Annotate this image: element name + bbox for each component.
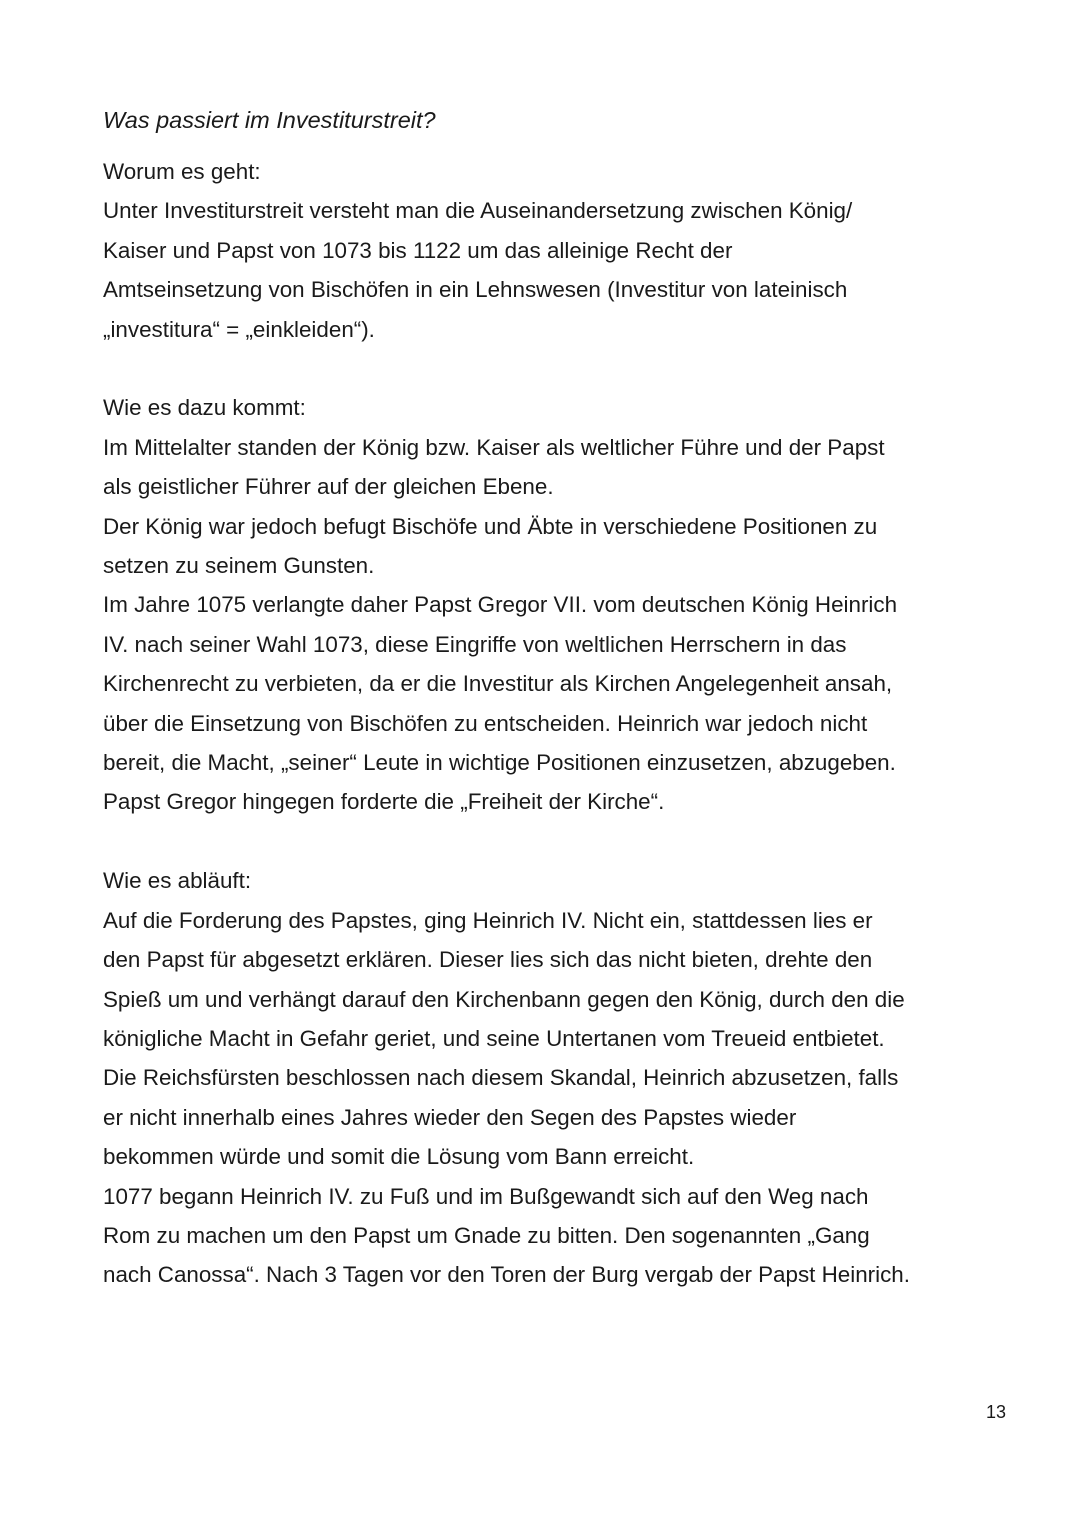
text-line: 1077 begann Heinrich IV. zu Fuß und im Bußgewandt sich auf den Weg nach — [103, 1183, 869, 1209]
text-line: Papst Gregor hingegen forderte die „Freiheit der Kirche“. — [103, 789, 665, 815]
text-line: Unter Investiturstreit versteht man die Auseinandersetzung zwischen König/ — [103, 198, 853, 224]
text-line: Kirchenrecht zu verbieten, da er die Investitur als Kirchen Angelegenheit ansah, — [103, 671, 893, 697]
page-heading: Was passiert im Investiturstreit? — [103, 107, 436, 133]
text-line: setzen zu seinem Gunsten. — [103, 553, 375, 579]
text-line: Spieß um und verhängt darauf den Kirchenbann gegen den König, durch den die — [103, 986, 905, 1012]
text-line: er nicht innerhalb eines Jahres wieder den Segen des Papstes wieder — [103, 1104, 797, 1130]
text-line: Rom zu machen um den Papst um Gnade zu bitten. Den sogenannten „Gang — [103, 1222, 870, 1248]
paragraph-spacer — [103, 349, 993, 388]
text-line: bekommen würde und somit die Lösung vom Bann erreicht. — [103, 1144, 695, 1170]
text-line: Amtseinsetzung von Bischöfen in ein Lehnswesen (Investitur von lateinisch — [103, 277, 848, 303]
text-line: bereit, die Macht, „seiner“ Leute in wichtige Positionen einzusetzen, abzugeben. — [103, 750, 896, 776]
text-line: nach Canossa“. Nach 3 Tagen vor den Toren der Burg vergab der Papst Heinrich. — [103, 1262, 910, 1288]
text-line: über die Einsetzung von Bischöfen zu entscheiden. Heinrich war jedoch nicht — [103, 710, 868, 736]
text-line: „investitura“ = „einkleiden“). — [103, 316, 375, 342]
text-line: den Papst für abgesetzt erklären. Dieser lies sich das nicht bieten, drehte den — [103, 947, 873, 973]
text-line: Kaiser und Papst von 1073 bis 1122 um das alleinige Recht der — [103, 237, 733, 263]
paragraph-spacer — [103, 822, 993, 861]
text-line: Im Mittelalter standen der König bzw. Kaiser als weltlicher Führe und der Papst — [103, 434, 885, 460]
page-number: 13 — [985, 1402, 1006, 1422]
text-line: Auf die Forderung des Papstes, ging Heinrich IV. Nicht ein, stattdessen lies er — [103, 907, 873, 933]
text-line: Die Reichsfürsten beschlossen nach diesem Skandal, Heinrich abzusetzen, falls — [103, 1065, 899, 1091]
text-line: königliche Macht in Gefahr geriet, und seine Untertanen vom Treueid entbietet. — [103, 1025, 885, 1051]
section-label: Wie es abläuft: — [103, 868, 252, 894]
section-label: Worum es geht: — [103, 159, 261, 184]
document-page — [103, 100, 993, 1295]
section-label: Wie es dazu kommt: — [103, 395, 306, 421]
text-line: IV. nach seiner Wahl 1073, diese Eingriffe von weltlichen Herrschern in das — [103, 631, 847, 657]
text-line: Im Jahre 1075 verlangte daher Papst Gregor VII. vom deutschen König Heinrich — [103, 592, 898, 618]
text-line: als geistlicher Führer auf der gleichen Ebene. — [103, 474, 554, 500]
section-wie-es-ablaeuft — [103, 861, 993, 1294]
section-worum-es-geht — [103, 152, 993, 349]
section-wie-es-dazu-kommt — [103, 388, 993, 821]
text-line: Der König war jedoch befugt Bischöfe und Äbte in verschiedene Positionen zu — [103, 513, 878, 539]
